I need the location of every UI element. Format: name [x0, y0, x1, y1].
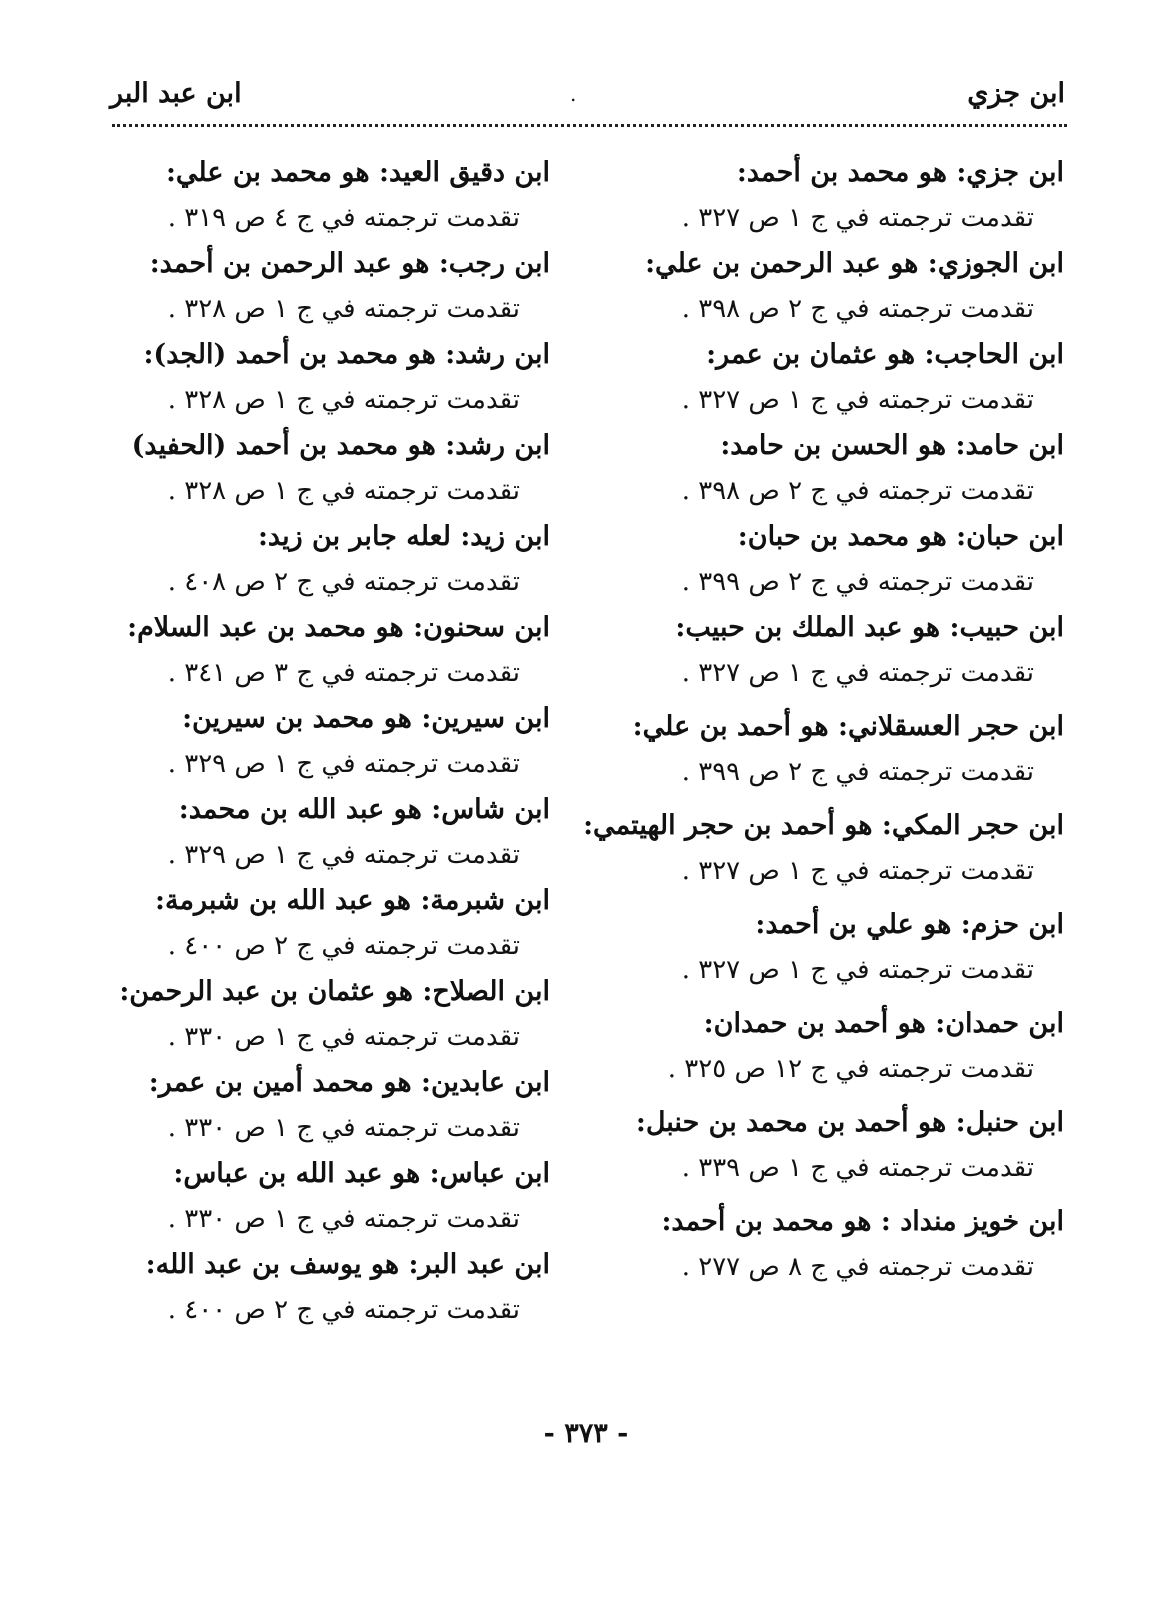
header-dot: .	[570, 82, 577, 106]
entry-heading: ابن رجب: هو عبد الرحمن بن أحمد:	[149, 248, 550, 279]
entry-heading: ابن دقيق العيد: هو محمد بن علي:	[165, 157, 550, 188]
entry-reference: تقدمت ترجمته في ج ٣ ص ٣٤١ .	[167, 658, 520, 688]
entry-reference: تقدمت ترجمته في ج ١ ص ٣٣٠ .	[167, 1204, 520, 1234]
entry-heading: ابن حزم: هو علي بن أحمد:	[755, 909, 1064, 940]
entry-reference: تقدمت ترجمته في ج ٢ ص ٣٩٨ .	[681, 476, 1034, 506]
entry-heading: ابن حجر المكي: هو أحمد بن حجر الهيتمي:	[583, 810, 1064, 841]
entry-heading: ابن سيرين: هو محمد بن سيرين:	[182, 703, 550, 734]
entry-heading: ابن خويز منداد : هو محمد بن أحمد:	[661, 1206, 1064, 1237]
biography-entry	[624, 514, 1064, 605]
header-first-entry: ابن جزي	[967, 78, 1065, 109]
entry-heading: ابن حنبل: هو أحمد بن محمد بن حنبل:	[635, 1107, 1064, 1138]
entry-heading: ابن عابدين: هو محمد أمين بن عمر:	[148, 1067, 550, 1098]
entry-heading: ابن الحاجب: هو عثمان بن عمر:	[706, 339, 1064, 370]
entry-reference: تقدمت ترجمته في ج ٢ ص ٣٩٨ .	[681, 294, 1034, 324]
entry-heading: ابن الصلاح: هو عثمان بن عبد الرحمن:	[119, 976, 550, 1007]
entry-heading: ابن جزي: هو محمد بن أحمد:	[736, 157, 1064, 188]
entry-heading: ابن الجوزي: هو عبد الرحمن بن علي:	[645, 248, 1064, 279]
biography-entry	[90, 514, 550, 605]
biography-entry	[624, 150, 1064, 241]
entry-heading: ابن رشد: هو محمد بن أحمد (الجد):	[143, 339, 550, 370]
biography-entry	[583, 803, 1064, 894]
header-dotted-rule	[112, 124, 1067, 127]
entry-heading: ابن حجر العسقلاني: هو أحمد بن علي:	[632, 711, 1064, 742]
entry-reference: تقدمت ترجمته في ج ٤ ص ٣١٩ .	[167, 203, 520, 233]
entry-reference: تقدمت ترجمته في ج ١ ص ٣٣٩ .	[681, 1153, 1034, 1183]
left-column	[90, 150, 550, 1333]
entry-reference: تقدمت ترجمته في ج ٢ ص ٤٠٠ .	[167, 931, 520, 961]
entry-reference: تقدمت ترجمته في ج ١ ص ٣٢٧ .	[681, 658, 1034, 688]
entry-heading: ابن سحنون: هو محمد بن عبد السلام:	[127, 612, 550, 643]
biography-entry	[90, 241, 550, 332]
biography-entry	[90, 969, 550, 1060]
entry-reference: تقدمت ترجمته في ج ٢ ص ٤٠٨ .	[167, 567, 520, 597]
biography-entry	[90, 423, 550, 514]
entry-heading: ابن شاس: هو عبد الله بن محمد:	[178, 794, 550, 825]
biography-entry	[90, 332, 550, 423]
biography-entry	[90, 878, 550, 969]
entry-reference: تقدمت ترجمته في ج ٢ ص ٣٩٩ .	[681, 567, 1034, 597]
biography-entry	[624, 241, 1064, 332]
page-number: - ٣٧٣ -	[543, 1418, 629, 1449]
biography-entry	[90, 1060, 550, 1151]
entry-reference: تقدمت ترجمته في ج ١ ص ٣٢٨ .	[167, 294, 520, 324]
entry-reference: تقدمت ترجمته في ج ١ ص ٣٣٠ .	[167, 1113, 520, 1143]
entry-reference: تقدمت ترجمته في ج ٢ ص ٤٠٠ .	[167, 1295, 520, 1325]
running-header	[110, 78, 1065, 120]
entry-reference: تقدمت ترجمته في ج ٨ ص ٢٧٧ .	[681, 1252, 1034, 1282]
entry-heading: ابن عباس: هو عبد الله بن عباس:	[173, 1158, 550, 1189]
entry-reference: تقدمت ترجمته في ج ١٢ ص ٣٢٥ .	[667, 1054, 1034, 1084]
biography-entry	[90, 1151, 550, 1242]
biography-entry	[624, 605, 1064, 696]
entry-heading: ابن شبرمة: هو عبد الله بن شبرمة:	[155, 885, 550, 916]
entry-heading: ابن زيد: لعله جابر بن زيد:	[257, 521, 550, 552]
entry-heading: ابن رشد: هو محمد بن أحمد (الحفيد)	[131, 430, 550, 461]
entry-heading: ابن حبيب: هو عبد الملك بن حبيب:	[675, 612, 1064, 643]
entry-reference: تقدمت ترجمته في ج ١ ص ٣٢٨ .	[167, 385, 520, 415]
biography-entry	[624, 1199, 1064, 1290]
entry-reference: تقدمت ترجمته في ج ١ ص ٣٢٩ .	[167, 840, 520, 870]
entry-reference: تقدمت ترجمته في ج ١ ص ٣٢٨ .	[167, 476, 520, 506]
entry-heading: ابن حمدان: هو أحمد بن حمدان:	[703, 1008, 1064, 1039]
right-column	[583, 150, 1064, 1290]
biography-entry	[90, 605, 550, 696]
entry-heading: ابن حامد: هو الحسن بن حامد:	[720, 430, 1064, 461]
biography-entry	[624, 1001, 1064, 1092]
biography-entry	[90, 1242, 550, 1333]
biography-entry	[90, 696, 550, 787]
entry-reference: تقدمت ترجمته في ج ٢ ص ٣٩٩ .	[681, 757, 1034, 787]
entry-reference: تقدمت ترجمته في ج ١ ص ٣٣٠ .	[167, 1022, 520, 1052]
entry-reference: تقدمت ترجمته في ج ١ ص ٣٢٧ .	[681, 385, 1034, 415]
biography-entry	[624, 332, 1064, 423]
entry-reference: تقدمت ترجمته في ج ١ ص ٣٢٧ .	[681, 856, 1034, 886]
entry-heading: ابن عبد البر: هو يوسف بن عبد الله:	[145, 1249, 550, 1280]
biography-entry	[624, 423, 1064, 514]
entry-reference: تقدمت ترجمته في ج ١ ص ٣٢٧ .	[681, 203, 1034, 233]
entry-heading: ابن حبان: هو محمد بن حبان:	[737, 521, 1064, 552]
header-last-entry: ابن عبد البر	[110, 78, 242, 109]
entry-reference: تقدمت ترجمته في ج ١ ص ٣٢٧ .	[681, 955, 1034, 985]
entry-reference: تقدمت ترجمته في ج ١ ص ٣٢٩ .	[167, 749, 520, 779]
biography-entry	[90, 787, 550, 878]
biography-entry	[90, 150, 550, 241]
biography-entry	[624, 902, 1064, 993]
biography-entry	[624, 704, 1064, 795]
biography-entry	[624, 1100, 1064, 1191]
